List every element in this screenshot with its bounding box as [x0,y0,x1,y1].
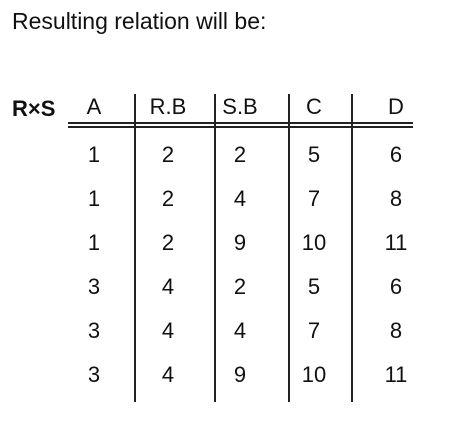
table-cell: 8 [389,318,403,343]
table-cell: 2 [161,142,175,167]
column-divider [351,94,353,402]
table-cell: 6 [389,142,403,167]
table-cell: 7 [307,186,321,211]
column-header: A [86,94,102,119]
table-cell: 11 [384,362,408,387]
header-rule-bottom [68,126,413,128]
table-cell: 6 [389,274,403,299]
table-cell: 9 [233,362,247,387]
table-cell: 11 [384,230,408,255]
table-cell: 2 [161,186,175,211]
table-cell: 8 [389,186,403,211]
table-cell: 4 [161,318,175,343]
table-cell: 4 [161,362,175,387]
column-header: R.B [149,94,187,119]
table-cell: 5 [307,274,321,299]
table-cell: 4 [161,274,175,299]
table-cell: 1 [87,142,101,167]
table-cell: 10 [301,230,327,255]
table-cell: 2 [233,274,247,299]
table-cell: 3 [87,274,101,299]
table-cell: 9 [233,230,247,255]
table-cell: 2 [161,230,175,255]
table-cell: 5 [307,142,321,167]
column-header: C [306,94,322,119]
header-rule-top [68,122,413,124]
table-cell: 1 [87,230,101,255]
table-cell: 1 [87,186,101,211]
table-cell: 3 [87,362,101,387]
column-header: S.B [222,94,258,119]
column-header: D [388,94,404,119]
table-cell: 7 [307,318,321,343]
relation-name: R×S [12,96,56,121]
relation-table [68,94,413,402]
table-cell: 10 [301,362,327,387]
page-heading: Resulting relation will be: [12,8,267,34]
table-cell: 2 [233,142,247,167]
table-cell: 4 [233,318,247,343]
table-cell: 3 [87,318,101,343]
table-cell: 4 [233,186,247,211]
